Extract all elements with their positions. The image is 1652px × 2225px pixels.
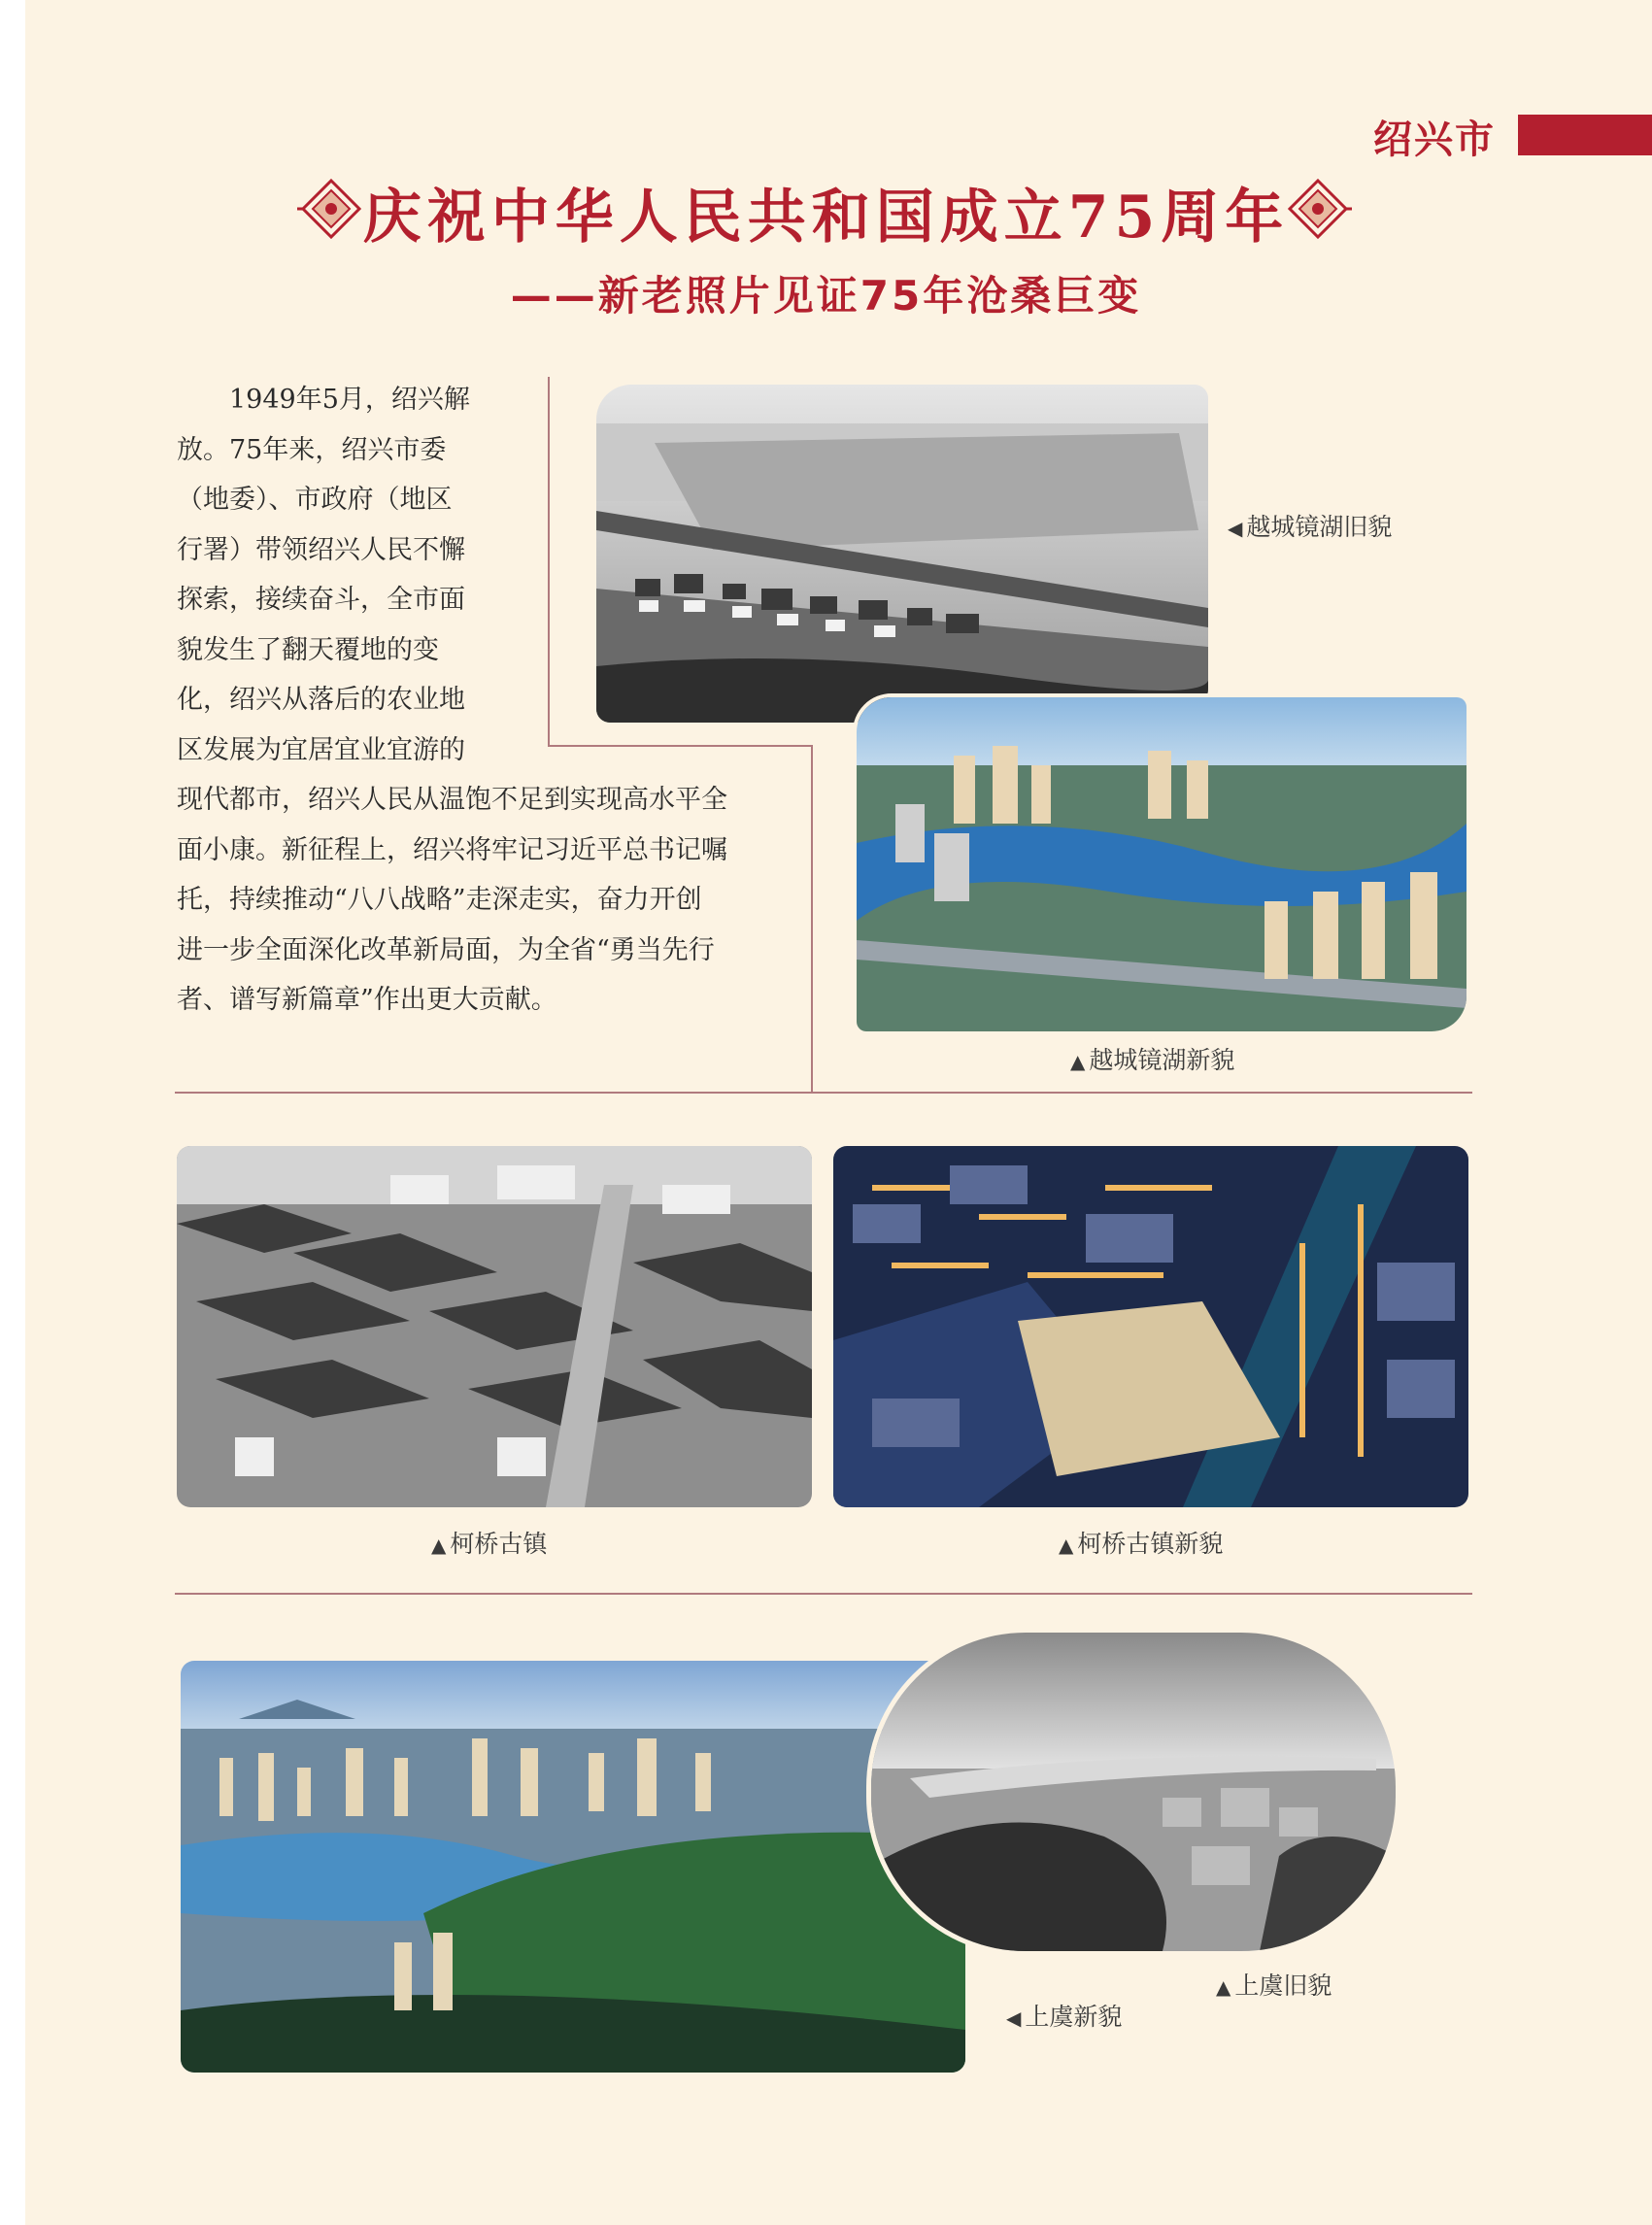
- up-triangle-icon: ▲: [1216, 1975, 1231, 1999]
- keqiao-old-photo: [177, 1146, 812, 1507]
- section-divider-2: [175, 1593, 1472, 1595]
- text-frame-vertical-rule: [548, 377, 550, 746]
- up-triangle-icon: ▲: [1070, 1050, 1086, 1073]
- jinghu-old-photo: [596, 385, 1208, 723]
- up-triangle-icon: ▲: [1059, 1534, 1074, 1557]
- up-triangle-icon: ▲: [431, 1534, 447, 1557]
- intro-paragraph: 1949年5月，绍兴解 放。75年来，绍兴市委 （地委）、市政府（地区 行署）带领绍兴人民不懈 探索，接续奋斗，全市面 貌发生了翻天覆地的变 化，绍兴从落后的农业地 区发展为宜居宜业宜游的 现代都市，绍兴人民从温饱不足到实现高水平全 面小康。新征程上，绍兴将牢记习近平总书记嘱 托，持续推动“八八战略”走深走实，奋力开创 进一步全面深化改革新局面，为全省“勇当先行 者、谱写新篇章”作出更大贡献。: [177, 385, 727, 1015]
- keqiao-old-caption: ▲ 柯桥古镇: [431, 1530, 548, 1558]
- city-label: 绍兴市: [1373, 118, 1496, 162]
- keqiao-new-caption: ▲ 柯桥古镇新貌: [1059, 1530, 1224, 1558]
- city-tab-bar: [1518, 115, 1652, 155]
- shangyu-old-photo: [866, 1628, 1400, 1956]
- shangyu-new-caption: ◀ 上虞新貌: [1006, 2003, 1123, 2031]
- text-frame-horizontal-rule: [548, 745, 812, 747]
- page-subtitle: ——新老照片见证75年沧桑巨变: [510, 272, 1142, 320]
- shangyu-old-caption: ▲ 上虞旧貌: [1216, 1972, 1332, 2000]
- jinghu-new-photo: [853, 693, 1470, 1035]
- keqiao-new-photo: [833, 1146, 1468, 1507]
- shangyu-new-photo: [181, 1661, 965, 2073]
- page-title: 庆祝中华人民共和国成立75周年: [362, 184, 1290, 252]
- text-frame-vertical-rule-2: [811, 745, 813, 1093]
- jinghu-old-caption: ◀ 越城镜湖旧貌: [1228, 513, 1393, 541]
- jinghu-new-caption: ▲ 越城镜湖新貌: [1070, 1046, 1235, 1074]
- section-divider-1: [175, 1092, 1472, 1094]
- left-triangle-icon: ◀: [1006, 2006, 1022, 2030]
- left-triangle-icon: ◀: [1228, 517, 1243, 540]
